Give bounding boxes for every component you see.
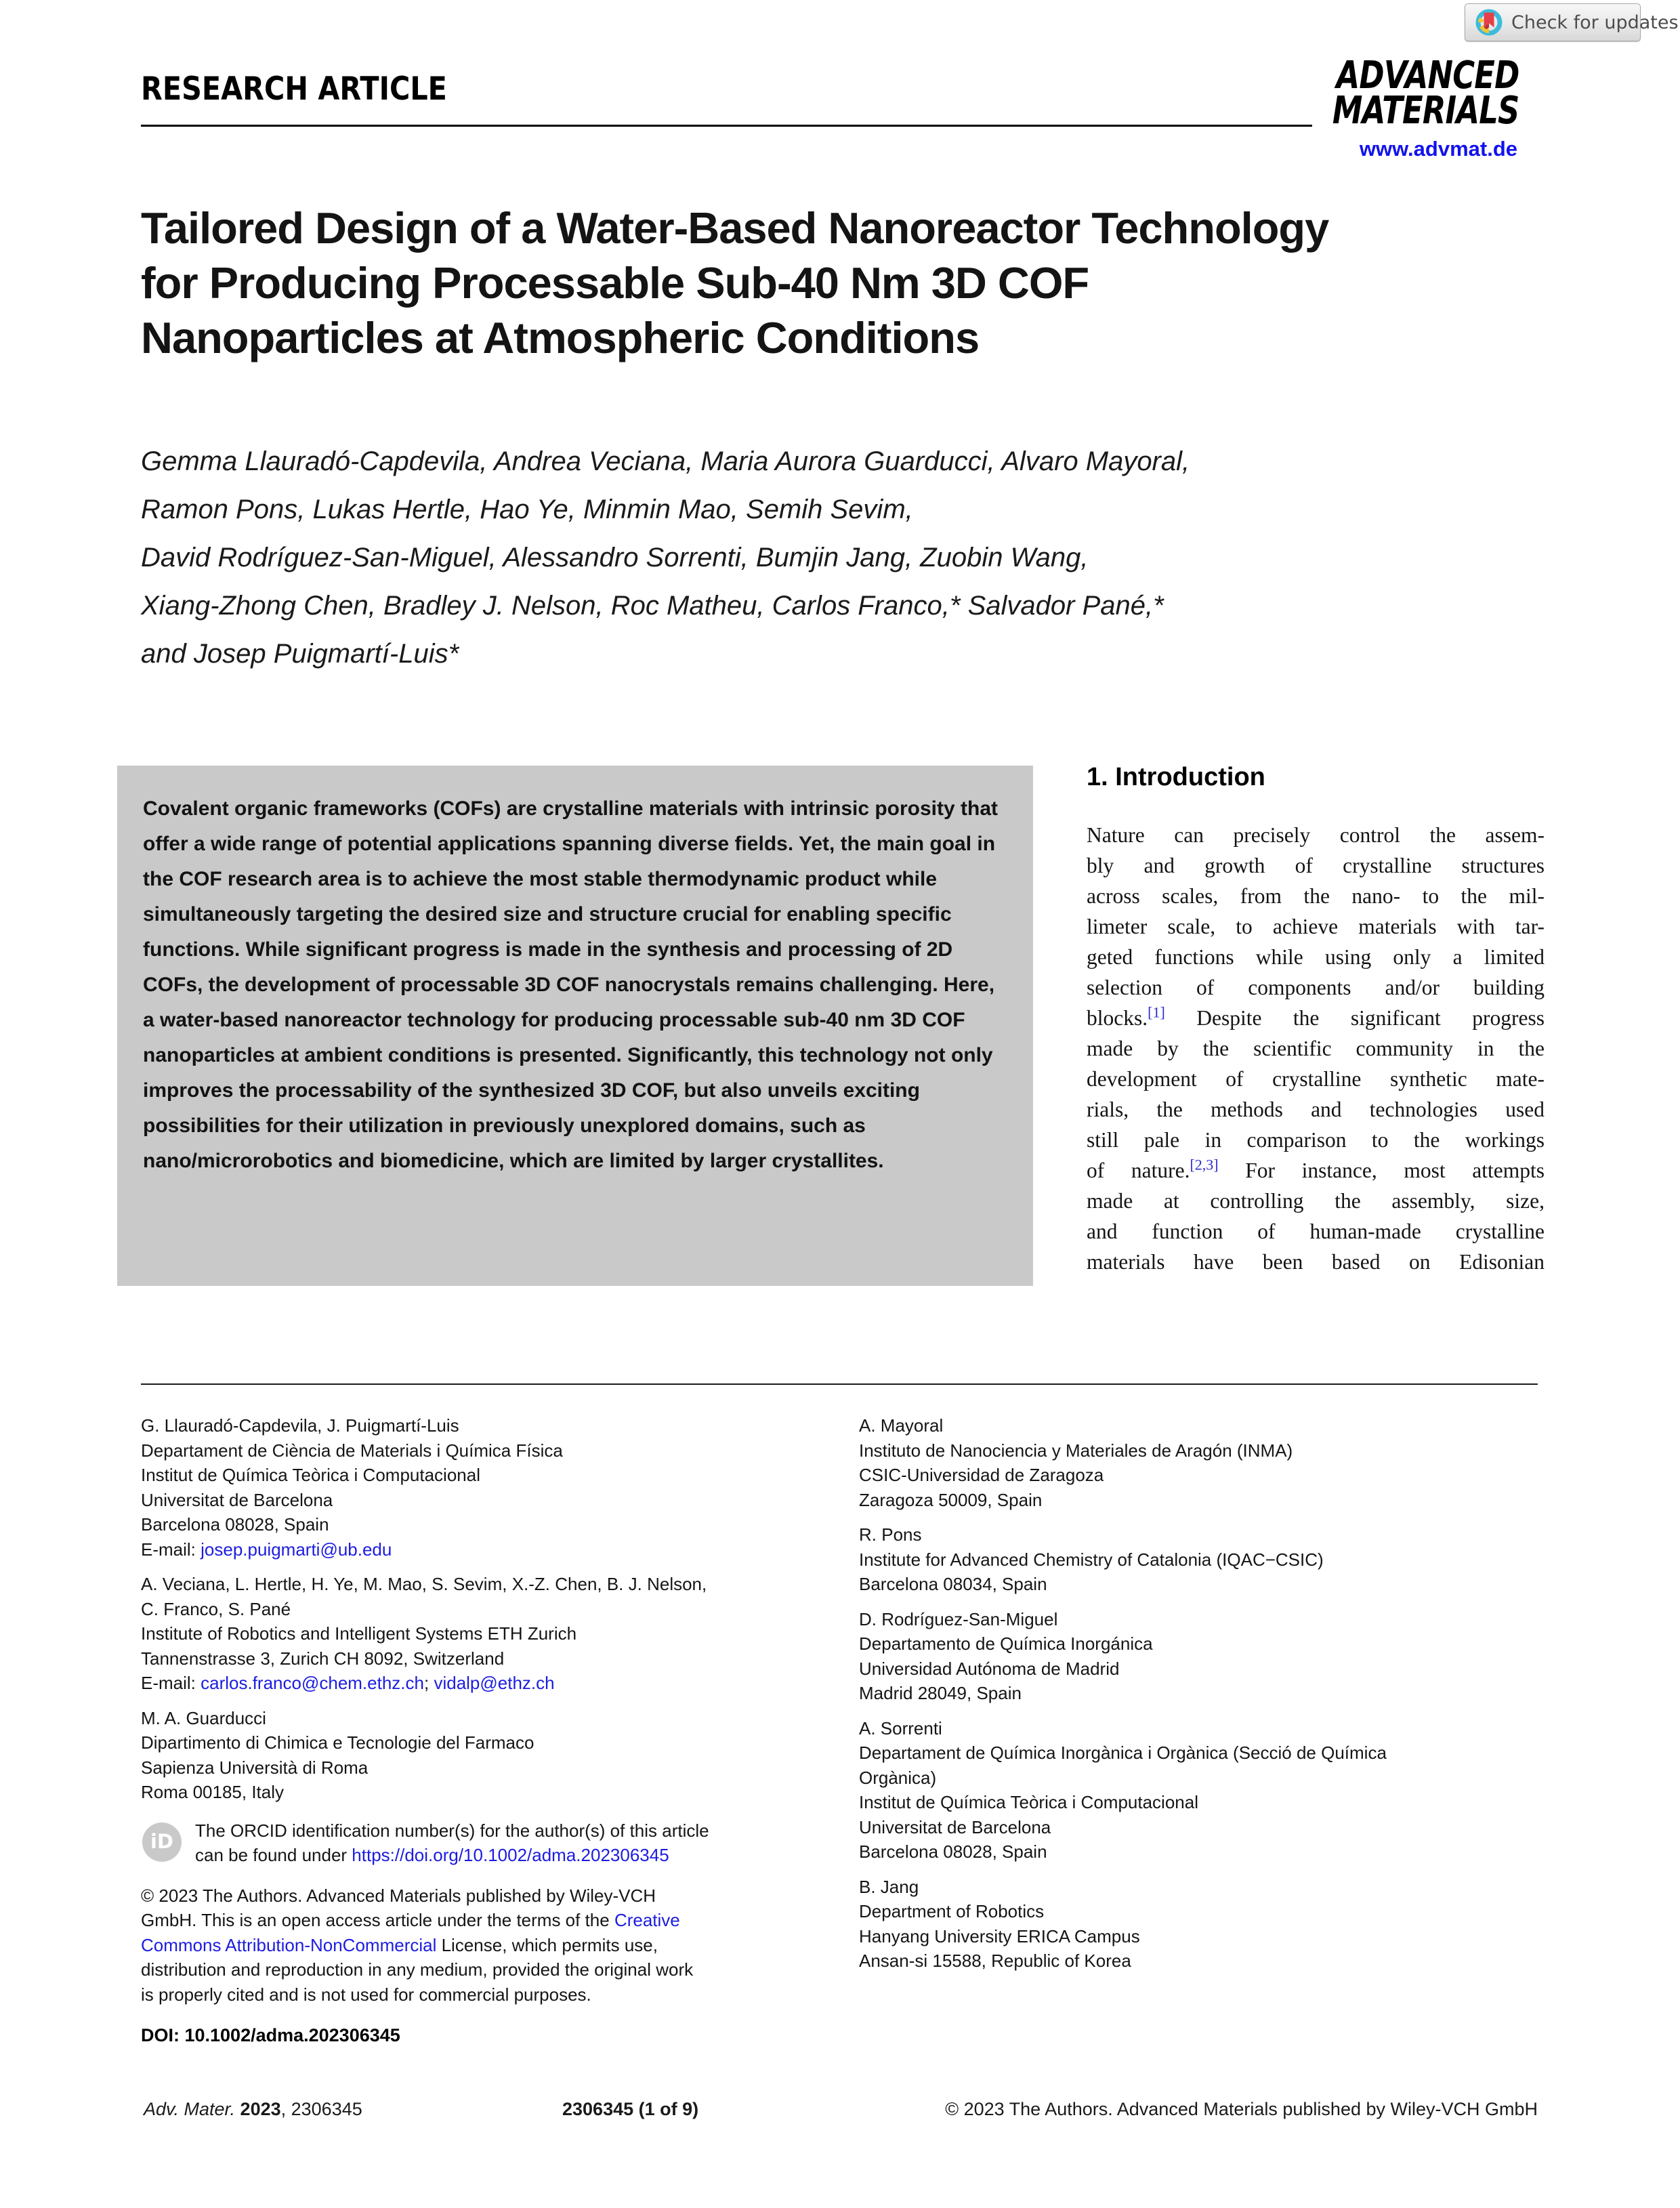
- affiliation-line: [141, 1537, 852, 1562]
- article-title-line: Nanoparticles at Atmospheric Conditions: [141, 313, 980, 362]
- affiliation-line: [141, 1488, 852, 1513]
- doi: DOI: 10.1002/adma.202306345: [141, 2025, 400, 2045]
- text-span: B. Jang: [859, 1876, 919, 1897]
- abstract-text: Covalent organic frameworks (COFs) are crystalline materials with intrinsic porosity that offer a wide range of potential applications spanning diverse fields. Yet, the main goal in the COF research area is to achieve the most stable thermodynamic product while simultaneously targeting the desired size and structure crucial for enabling specific functions. While significant progress is made in the synthesis and processing of 2D COFs, the development of processable 3D COF nanocrystals remains challenging. Here, a water-based nanoreactor technology for producing processable sub-40 nm 3D COF nanoparticles at ambient conditions is presented. Significantly, this technology not only improves the processability of the synthesized 3D COF, but also unveils exciting possibilities for their utilization in previously unexplored domains, such as nano/microrobotics and biomedicine, which are limited by larger crystallites.: [143, 797, 999, 1172]
- affiliation-block: [859, 1413, 1550, 1512]
- affiliation-block: [141, 1706, 852, 1805]
- text-span: © 2023 The Authors. Advanced Materials published by Wiley-VCH: [141, 1885, 656, 1906]
- text-span: of nature.: [1087, 1159, 1190, 1182]
- link[interactable]: Creative: [614, 1910, 680, 1930]
- author-list-line: Ramon Pons, Lukas Hertle, Hao Ye, Minmin Mao, Semih Sevim,: [141, 495, 913, 524]
- text-span: GmbH. This is an open access article under the terms of the: [141, 1910, 614, 1930]
- text-span: E-mail:: [141, 1673, 201, 1693]
- introduction-line: [1087, 1064, 1545, 1094]
- affiliation-line: [859, 1657, 1550, 1682]
- orcid-note-text: [195, 1818, 852, 1868]
- text-span: Instituto de Nanociencia y Materiales de Aragón (INMA): [859, 1440, 1293, 1461]
- affiliation-line: [141, 1438, 852, 1463]
- text-span: E-mail:: [141, 1539, 201, 1560]
- text-span: can be found under: [195, 1845, 352, 1865]
- text-span: Tannenstrasse 3, Zurich CH 8092, Switzerland: [141, 1648, 505, 1669]
- text-span: across scales, from the nano- to the mil-: [1087, 884, 1545, 908]
- text-span: Departamento de Química Inorgánica: [859, 1633, 1153, 1654]
- affiliation-line: [859, 1924, 1550, 1949]
- affiliation-line: [859, 1949, 1550, 1974]
- journal-logo: [1332, 54, 1519, 133]
- text-span: Institute for Advanced Chemistry of Catalonia (IQAC−CSIC): [859, 1549, 1324, 1570]
- text-span: Adv. Mater.: [144, 2099, 240, 2119]
- text-span: A. Mayoral: [859, 1415, 944, 1436]
- affiliation-line: [141, 1755, 852, 1780]
- affiliation-line: [859, 1716, 1550, 1741]
- text-span: 2023: [240, 2099, 281, 2119]
- affiliation-block: [859, 1522, 1550, 1597]
- affiliation-block: [859, 1875, 1550, 1974]
- text-span: A. Sorrenti: [859, 1717, 942, 1738]
- text-span: made at controlling the assembly, size,: [1087, 1189, 1545, 1213]
- text-span: Department of Robotics: [859, 1901, 1045, 1921]
- introduction-line: [1087, 1003, 1545, 1033]
- text-span: distribution and reproduction in any medium, provided the original work: [141, 1959, 694, 1980]
- text-span: Hanyang University ERICA Campus: [859, 1925, 1140, 1946]
- affiliation-line: [859, 1631, 1550, 1657]
- affiliation-line: [859, 1839, 1550, 1865]
- affiliation-line: [141, 1671, 852, 1696]
- text-span: For instance, most attempts: [1218, 1159, 1545, 1182]
- text-span: License, which permits use,: [436, 1934, 658, 1955]
- affiliation-line: [859, 1875, 1550, 1900]
- affiliation-line: [141, 1780, 852, 1805]
- text-span: rials, the methods and technologies used: [1087, 1098, 1545, 1121]
- text-span: blocks.: [1087, 1006, 1148, 1030]
- link[interactable]: carlos.franco@chem.ethz.ch: [201, 1673, 424, 1693]
- text-span: development of crystalline synthetic mate-: [1087, 1067, 1545, 1091]
- text-span: Sapienza Università di Roma: [141, 1757, 369, 1778]
- journal-logo-line2: MATERIALS: [1332, 89, 1519, 133]
- affiliation-line: [859, 1815, 1550, 1840]
- citation-ref[interactable]: [1]: [1148, 1003, 1165, 1021]
- text-span: G. Llauradó-Capdevila, J. Puigmartí-Luis: [141, 1415, 459, 1436]
- check-for-updates-button[interactable]: [1465, 3, 1679, 41]
- introduction-text: [1087, 820, 1545, 1277]
- author-list: [141, 438, 1557, 678]
- text-span: still pale in comparison to the workings: [1087, 1128, 1545, 1152]
- affiliation-block: [141, 1413, 852, 1562]
- orcid-icon: iD: [142, 1822, 182, 1862]
- introduction-line: [1087, 881, 1545, 911]
- orcid-note-line: [195, 1843, 852, 1868]
- affiliation-block: [141, 1572, 852, 1696]
- author-list-line: and Josep Puigmartí-Luis*: [141, 639, 459, 669]
- abstract-box: [117, 766, 1033, 1286]
- text-span: Barcelona 08028, Spain: [859, 1841, 1047, 1862]
- crossmark-icon: [1475, 8, 1503, 37]
- introduction-line: [1087, 1155, 1545, 1186]
- text-span: M. A. Guarducci: [141, 1707, 266, 1728]
- affiliation-line: [141, 1621, 852, 1646]
- copyright-line: [141, 1933, 852, 1958]
- text-span: Roma 00185, Italy: [141, 1782, 285, 1802]
- affiliation-block: [859, 1716, 1550, 1865]
- link[interactable]: josep.puigmarti@ub.edu: [201, 1539, 392, 1560]
- copyright-notice: [141, 1883, 852, 2007]
- link[interactable]: https://doi.org/10.1002/adma.202306345: [352, 1845, 669, 1865]
- text-span: Institut de Química Teòrica i Computacional: [859, 1792, 1198, 1812]
- section-heading-introduction: 1. Introduction: [1087, 763, 1265, 791]
- text-span: selection of components and/or building: [1087, 976, 1545, 999]
- link[interactable]: vidalp@ethz.ch: [434, 1673, 555, 1693]
- affiliation-line: [141, 1646, 852, 1671]
- text-span: is properly cited and is not used for commercial purposes.: [141, 1984, 591, 2005]
- affiliation-line: [141, 1572, 852, 1597]
- affiliation-line: [141, 1463, 852, 1488]
- introduction-line: [1087, 820, 1545, 850]
- introduction-line: [1087, 972, 1545, 1003]
- text-span: Nature can precisely control the assem-: [1087, 823, 1545, 847]
- text-span: Ansan-si 15588, Republic of Korea: [859, 1951, 1131, 1971]
- affiliation-line: [141, 1597, 852, 1622]
- text-span: R. Pons: [859, 1524, 922, 1545]
- affiliation-line: [859, 1572, 1550, 1597]
- introduction-line: [1087, 1216, 1545, 1247]
- affiliation-line: [859, 1681, 1550, 1706]
- citation-ref[interactable]: [2,3]: [1190, 1156, 1219, 1173]
- text-span: made by the scientific community in the: [1087, 1037, 1545, 1060]
- affiliations-right-column: [859, 1413, 1550, 1984]
- author-list-line: Gemma Llauradó-Capdevila, Andrea Veciana, Maria Aurora Guarducci, Alvaro Mayoral,: [141, 446, 1190, 476]
- header-rule: [141, 125, 1312, 127]
- introduction-line: [1087, 1033, 1545, 1064]
- copyright-line: [141, 1883, 852, 1909]
- text-span: Madrid 28049, Spain: [859, 1683, 1022, 1703]
- footer-page-number: 2306345 (1 of 9): [562, 2099, 699, 2119]
- introduction-line: [1087, 942, 1545, 972]
- introduction-line: [1087, 850, 1545, 881]
- article-title-line: for Producing Processable Sub-40 Nm 3D COF: [141, 258, 1089, 308]
- text-span: , 2306345: [280, 2099, 362, 2119]
- text-span: Barcelona 08034, Spain: [859, 1574, 1047, 1594]
- text-span: Universitat de Barcelona: [859, 1816, 1051, 1837]
- text-span: Universitat de Barcelona: [141, 1489, 333, 1510]
- introduction-line: [1087, 1186, 1545, 1216]
- article-title-line: Tailored Design of a Water-Based Nanoreactor Technology: [141, 203, 1329, 253]
- text-span: limeter scale, to achieve materials with tar-: [1087, 915, 1545, 938]
- text-span: Institute of Robotics and Intelligent Systems ETH Zurich: [141, 1623, 577, 1644]
- affiliation-separator-rule: [141, 1383, 1538, 1385]
- affiliation-line: [859, 1488, 1550, 1513]
- affiliation-line: [859, 1413, 1550, 1438]
- affiliation-line: [859, 1463, 1550, 1488]
- affiliations-left-column: [141, 1413, 852, 2048]
- text-span: bly and growth of crystalline structures: [1087, 854, 1545, 877]
- journal-website-link[interactable]: www.advmat.de: [1359, 137, 1517, 161]
- link[interactable]: Commons Attribution-NonCommercial: [141, 1934, 437, 1955]
- affiliation-line: [141, 1706, 852, 1731]
- text-span: Institut de Química Teòrica i Computacional: [141, 1465, 480, 1485]
- introduction-line: [1087, 911, 1545, 942]
- text-span: ;: [424, 1673, 434, 1693]
- copyright-line: [141, 1908, 852, 1933]
- text-span: materials have been based on Edisonian: [1087, 1250, 1545, 1274]
- footer-citation: [144, 2099, 362, 2120]
- affiliation-line: [141, 1413, 852, 1438]
- text-span: A. Veciana, L. Hertle, H. Ye, M. Mao, S. Sevim, X.-Z. Chen, B. J. Nelson,: [141, 1574, 707, 1594]
- text-span: Zaragoza 50009, Spain: [859, 1489, 1043, 1510]
- text-span: and function of human-made crystalline: [1087, 1220, 1545, 1243]
- text-span: C. Franco, S. Pané: [141, 1598, 291, 1619]
- text-span: Despite the significant progress: [1164, 1006, 1545, 1030]
- text-span: Departament de Química Inorgànica i Orgànica (Secció de Química: [859, 1743, 1387, 1763]
- author-list-line: David Rodríguez-San-Miguel, Alessandro Sorrenti, Bumjin Jang, Zuobin Wang,: [141, 543, 1089, 572]
- affiliation-line: [141, 1730, 852, 1755]
- author-list-line: Xiang-Zhong Chen, Bradley J. Nelson, Roc Matheu, Carlos Franco,* Salvador Pané,*: [141, 591, 1164, 621]
- text-span: CSIC-Universidad de Zaragoza: [859, 1465, 1104, 1485]
- affiliation-line: [859, 1522, 1550, 1547]
- text-span: Orgànica): [859, 1767, 937, 1788]
- introduction-line: [1087, 1247, 1545, 1277]
- text-span: D. Rodríguez-San-Miguel: [859, 1608, 1058, 1629]
- introduction-line: [1087, 1094, 1545, 1125]
- check-for-updates-label: Check for updates: [1511, 12, 1679, 33]
- affiliation-line: [859, 1438, 1550, 1463]
- copyright-line: [141, 1957, 852, 1982]
- text-span: Barcelona 08028, Spain: [141, 1514, 329, 1535]
- footer-copyright: © 2023 The Authors. Advanced Materials published by Wiley-VCH GmbH: [945, 2099, 1538, 2119]
- text-span: The ORCID identification number(s) for the author(s) of this article: [195, 1820, 709, 1841]
- text-span: Dipartimento di Chimica e Tecnologie del Farmaco: [141, 1732, 534, 1753]
- article-type-label: RESEARCH ARTICLE: [141, 70, 447, 108]
- article-title: [141, 201, 1557, 365]
- affiliation-line: [859, 1741, 1550, 1766]
- introduction-line: [1087, 1125, 1545, 1155]
- orcid-note: [141, 1818, 852, 1873]
- journal-logo-line1: ADVANCED: [1336, 54, 1519, 98]
- affiliation-line: [859, 1607, 1550, 1632]
- affiliation-line: [141, 1512, 852, 1537]
- affiliation-line: [859, 1547, 1550, 1572]
- text-span: Departament de Ciència de Materials i Química Física: [141, 1440, 563, 1461]
- affiliation-block: [859, 1607, 1550, 1706]
- text-span: Universidad Autónoma de Madrid: [859, 1658, 1120, 1679]
- orcid-note-line: [195, 1818, 852, 1844]
- text-span: geted functions while using only a limited: [1087, 945, 1545, 969]
- affiliation-line: [859, 1899, 1550, 1924]
- affiliation-line: [859, 1766, 1550, 1791]
- copyright-line: [141, 1982, 852, 2007]
- affiliation-line: [859, 1790, 1550, 1815]
